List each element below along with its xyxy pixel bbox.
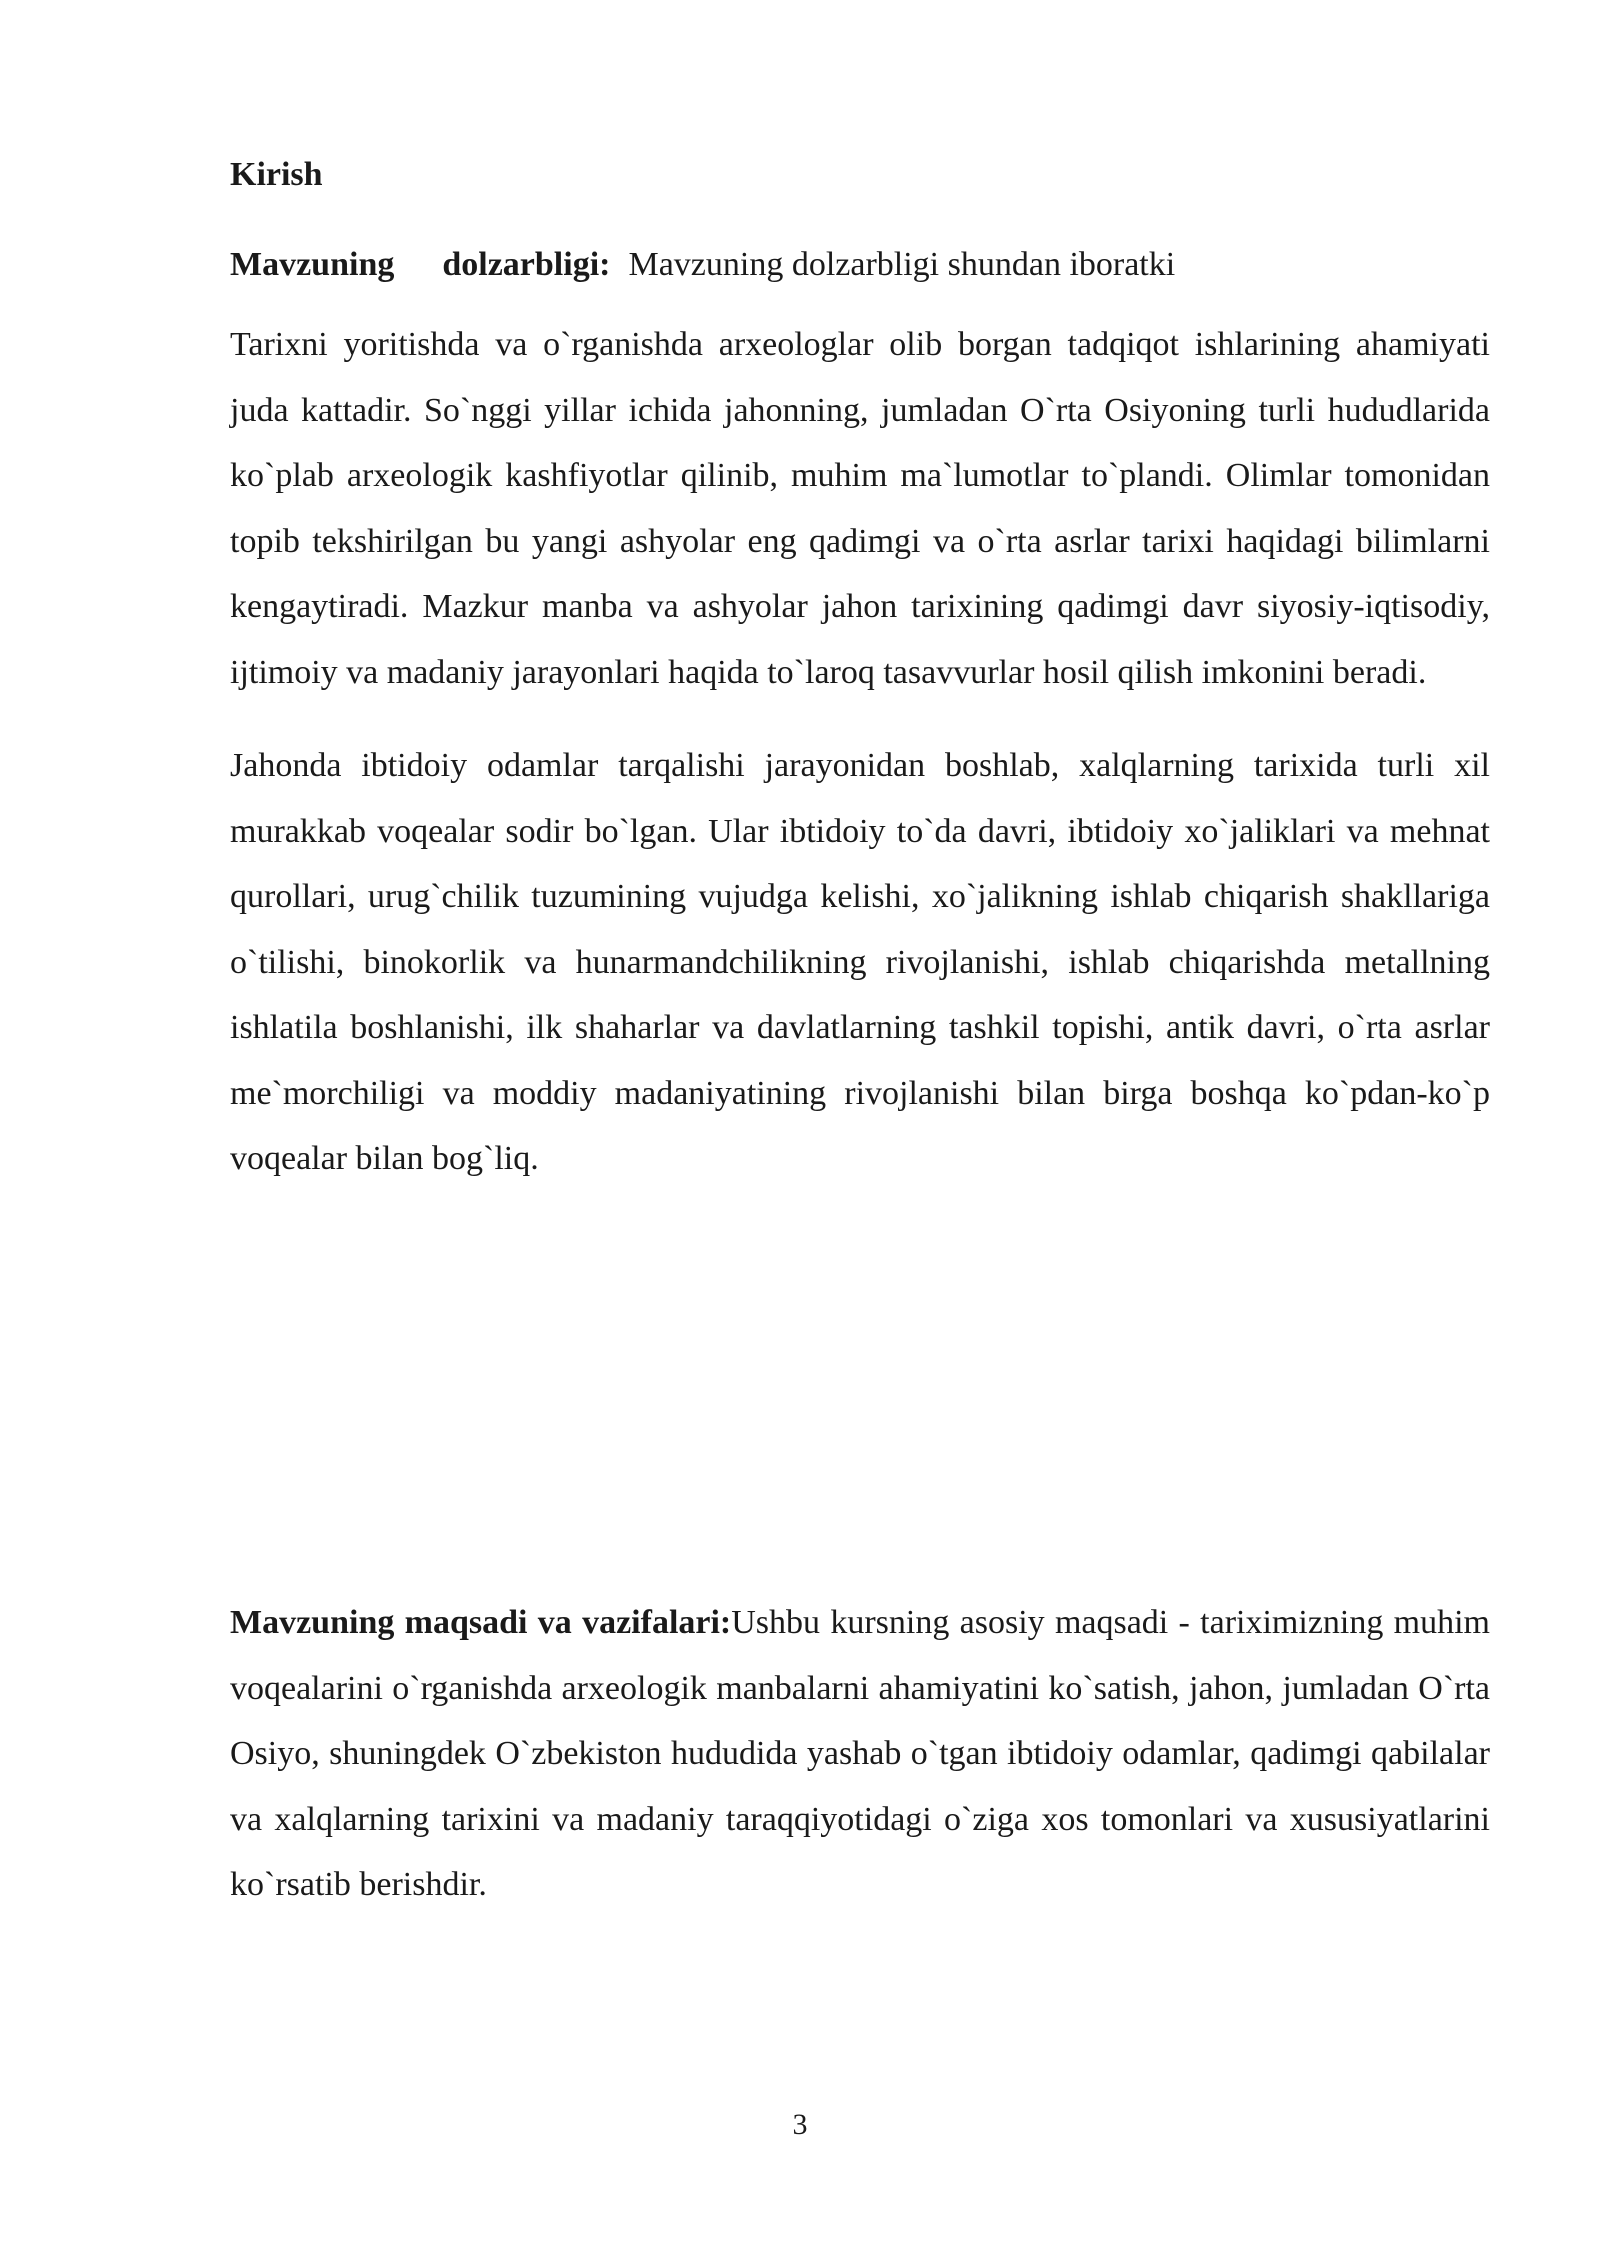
relevance-text: Mavzuning dolzarbligi shundan iboratki — [628, 246, 1176, 283]
relevance-label-part1: Mavzuning — [230, 246, 395, 283]
relevance-line — [230, 240, 1490, 290]
paragraph-2: Jahonda ibtidoiy odamlar tarqalishi jarayonidan boshlab, xalqlarning tarixida turli xil murakkab voqealar sodir bo`lgan. Ular ibtidoiy to`da davri, ibtidoiy xo`jaliklari va mehnat qurollari, urug`chilik tuzumining vujudga kelishi, xo`jalikning ishlab chiqarish shakllariga o`tilishi, binokorlik va hunarmandchilikning rivojlanishi, ishlab chiqarishda metallning ishlatila boshlanishi, ilk shaharlar va davlatlarning tashkil topishi, antik davri, o`rta asrlar me`morchiligi va moddiy madaniyatining rivojlanishi bilan birga boshqa ko`pdan-ko`p voqealar bilan bog`liq. — [230, 747, 1490, 1177]
relevance-label-part2: dolzarbligi: — [442, 246, 611, 283]
purpose-text: Ushbu kursning asosiy maqsadi - tariximizning muhim voqealarini o`rganishda arxeologik manbalarni ahamiyatini ko`satish, jahon, jumladan O`rta Osiyo, shuningdek O`zbekiston hududida yashab o`tgan ibtidoiy odamlar, qadimgi qabilalar va xalqlarning tarixini va madaniy taraqqiyotidagi o`ziga xos tomonlari va xususiyatlarini ko`rsatib berishdir. — [230, 1604, 1490, 1903]
page-number: 3 — [792, 2108, 808, 2141]
purpose-label: Mavzuning maqsadi va vazifalari: — [230, 1604, 732, 1641]
purpose-paragraph — [230, 1590, 1490, 1918]
section-heading: Kirish — [230, 156, 323, 193]
paragraph-1: Tarixni yoritishda va o`rganishda arxeologlar olib borgan tadqiqot ishlarining ahamiyati juda kattadir. So`nggi yillar ichida jahonning, jumladan O`rta Osiyoning turli hududlarida ko`plab arxeologik kashfiyotlar qilinib, muhim ma`lumotlar to`plandi. Olimlar tomonidan topib tekshirilgan bu yangi ashyolar eng qadimgi va o`rta asrlar tarixi haqidagi bilimlarni kengaytiradi. Mazkur manba va ashyolar jahon tarixining qadimgi davr siyosiy-iqtisodiy, ijtimoiy va madaniy jarayonlari haqida to`laroq tasavvurlar hosil qilish imkonini beradi. — [230, 326, 1490, 691]
page-content — [230, 150, 1490, 1903]
